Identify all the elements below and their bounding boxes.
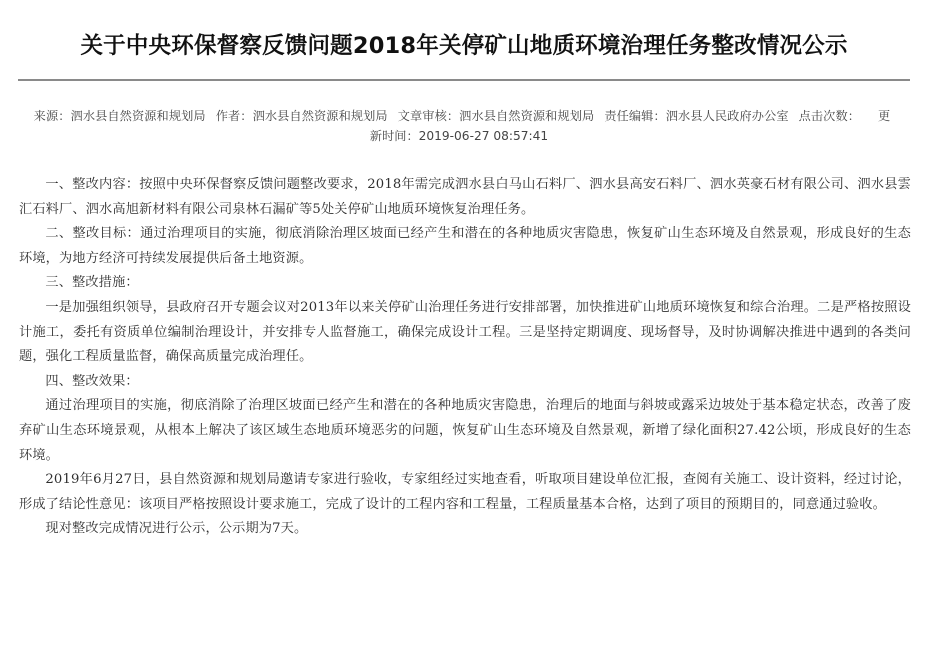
update-label-start: 更 <box>878 109 891 123</box>
paragraph-rectification-goal: 二、整改目标：通过治理项目的实施，彻底消除治理区坡面已经产生和潜在的各种地质灾害隐患，恢复矿山生态环境及自然景观，形成良好的生态环境，为地方经济可持续发展提供后备土地资源。 <box>19 226 911 266</box>
reviewer-value: 泗水县自然资源和规划局 <box>459 109 595 123</box>
paragraph-rectification-content: 一、整改内容：按照中央环保督察反馈问题整改要求，2018年需完成泗水县白马山石料厂、泗水县高安石料厂、泗水英豪石材有限公司、泗水县雲汇石料厂、泗水高旭新材料有限公司泉林石漏矿等5处关停矿山地质环境恢复治理任务。 <box>19 177 911 217</box>
paragraph-rectification-measures: 一是加强组织领导，县政府召开专题会议对2013年以来关停矿山治理任务进行安排部署，加快推进矿山地质环境恢复和综合治理。二是严格按照设计施工，委托有资质单位编制治理设计，并安排专人监督施工，确保完成设计工程。三是坚持定期调度、现场督导，及时协调解决推进中遇到的各类问题，强化工程质量监督，确保高质量完成治理任。 <box>19 299 911 365</box>
meta-row-update <box>18 126 906 146</box>
article-body <box>19 173 911 542</box>
paragraph-acceptance: 2019年6月27日，县自然资源和规划局邀请专家进行验收，专家组经过实地查看，听取项目建设单位汇报，查阅有关施工、设计资料，经过讨论，形成了结论性意见：该项目严格按照设计要求施工，完成了设计的工程内容和工程量，工程质量基本合格，达到了项目的预期目的，同意通过验收。 <box>19 472 911 512</box>
reviewer-label: 文章审核： <box>397 109 460 123</box>
heading-rectification-effect: 四、整改效果： <box>45 373 139 389</box>
editor-label: 责任编辑： <box>604 109 666 123</box>
source-value: 泗水县自然资源和规划局 <box>70 109 206 123</box>
source-label: 来源： <box>33 109 71 123</box>
clicks-label: 点击次数： <box>798 109 861 123</box>
article-title: 关于中央环保督察反馈问题2018年关停矿山地质环境治理任务整改情况公示 <box>80 33 848 59</box>
update-time: 2019-06-27 08:57:41 <box>418 129 549 143</box>
article-meta <box>18 106 906 146</box>
meta-row <box>18 106 906 126</box>
author-label: 作者： <box>215 109 253 123</box>
editor-value: 泗水县人民政府办公室 <box>665 109 789 123</box>
heading-rectification-measures: 三、整改措施： <box>45 275 139 291</box>
paragraph-rectification-effect: 通过治理项目的实施，彻底消除了治理区坡面已经产生和潜在的各种地质灾害隐患，治理后的地面与斜坡或露采边坡处于基本稳定状态，改善了废弃矿山生态环境景观，从根本上解决了该区域生态地质环境恶劣的问题，恢复矿山生态环境及自然景观，新增了绿化面积27.42公顷，形成良好的生态环境。 <box>19 398 911 463</box>
title-divider <box>18 79 910 81</box>
paragraph-publicity: 现对整改完成情况进行公示，公示期为7天。 <box>45 521 308 537</box>
author-value: 泗水县自然资源和规划局 <box>252 109 388 123</box>
update-label-end: 新时间： <box>369 129 419 143</box>
